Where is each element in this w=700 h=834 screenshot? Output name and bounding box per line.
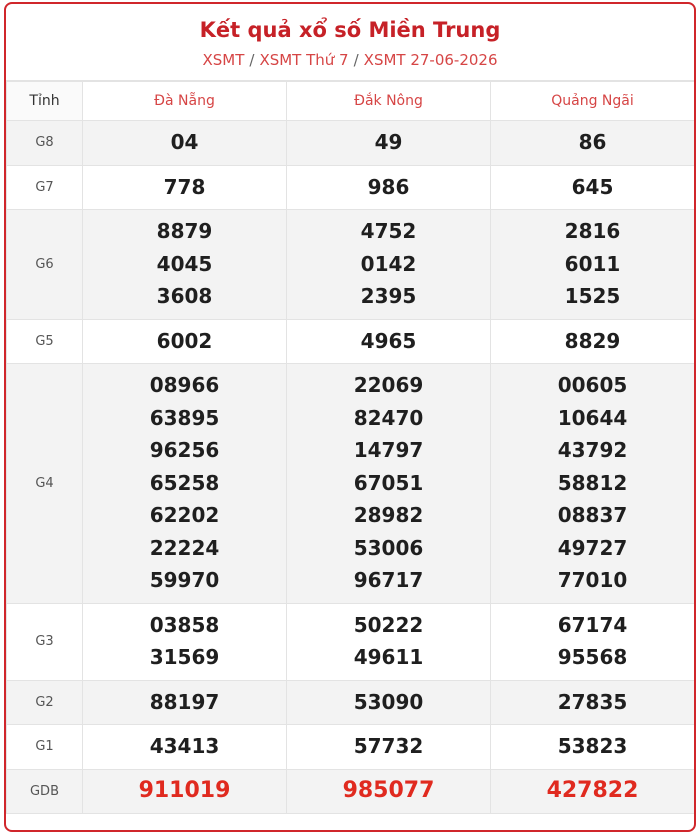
prize-label: G2 xyxy=(7,680,83,725)
result-number: 8829 xyxy=(564,328,621,353)
result-number: 645 xyxy=(571,174,614,199)
result-cell xyxy=(83,364,287,604)
card-header xyxy=(6,4,694,81)
result-number: 53090 xyxy=(353,689,424,714)
result-number: 96256 xyxy=(149,438,220,462)
column-header-tinh: Tỉnh xyxy=(7,82,83,121)
result-number: 57732 xyxy=(353,734,424,758)
table-row xyxy=(7,121,695,166)
result-cell xyxy=(287,680,491,725)
result-number: 49727 xyxy=(557,535,628,560)
result-cell xyxy=(83,769,287,814)
result-number: 43413 xyxy=(149,734,220,758)
page-title: Kết quả xổ số Miền Trung xyxy=(199,18,501,42)
result-cell xyxy=(83,603,287,680)
table-row xyxy=(7,680,695,725)
result-number: 2395 xyxy=(360,284,417,308)
result-cell xyxy=(287,603,491,680)
breadcrumb-xsmt-thu7[interactable]: XSMT Thứ 7 xyxy=(259,51,349,69)
results-card xyxy=(4,2,696,832)
result-number: 03858 xyxy=(149,612,220,637)
result-number: 53006 xyxy=(353,535,424,560)
special-prize-number: 985077 xyxy=(342,777,435,803)
prize-label: G6 xyxy=(7,210,83,320)
result-number: 49 xyxy=(374,130,403,154)
result-cell xyxy=(83,319,287,364)
result-number: 14797 xyxy=(353,438,424,462)
result-cell xyxy=(83,165,287,210)
result-cell xyxy=(83,725,287,770)
result-number: 63895 xyxy=(149,405,220,430)
result-cell xyxy=(287,165,491,210)
result-number: 86 xyxy=(578,130,607,154)
result-number: 4045 xyxy=(156,251,213,276)
results-table xyxy=(6,81,695,814)
result-number: 0142 xyxy=(360,251,417,276)
result-number: 04 xyxy=(170,130,199,154)
prize-label: G5 xyxy=(7,319,83,364)
prize-label: GDB xyxy=(7,769,83,814)
result-number: 3608 xyxy=(156,284,213,308)
result-number: 4752 xyxy=(360,219,417,243)
result-number: 6011 xyxy=(564,251,621,276)
result-number: 67174 xyxy=(557,612,628,637)
province-dak-nong[interactable]: Đắk Nông xyxy=(287,82,491,121)
result-number: 77010 xyxy=(557,568,628,592)
table-row xyxy=(7,603,695,680)
prize-label: G7 xyxy=(7,165,83,210)
result-number: 43792 xyxy=(557,438,628,462)
result-cell xyxy=(491,121,695,166)
result-number: 82470 xyxy=(353,405,424,430)
result-number: 59970 xyxy=(149,568,220,592)
table-row xyxy=(7,319,695,364)
result-cell xyxy=(491,319,695,364)
prize-label: G8 xyxy=(7,121,83,166)
result-cell xyxy=(287,210,491,320)
result-number: 08966 xyxy=(149,373,220,397)
result-cell xyxy=(491,603,695,680)
result-number: 4965 xyxy=(360,328,417,353)
result-number: 8879 xyxy=(156,219,213,243)
prize-label: G1 xyxy=(7,725,83,770)
result-number: 22069 xyxy=(353,373,424,397)
result-cell xyxy=(287,121,491,166)
result-number: 2816 xyxy=(564,219,621,243)
result-number: 50222 xyxy=(353,612,424,637)
result-cell xyxy=(491,680,695,725)
special-prize-number: 427822 xyxy=(546,777,639,803)
result-cell xyxy=(287,319,491,364)
result-number: 27835 xyxy=(557,689,628,714)
result-number: 10644 xyxy=(557,405,628,430)
result-number: 65258 xyxy=(149,470,220,495)
result-number: 08837 xyxy=(557,503,628,527)
result-number: 1525 xyxy=(564,284,621,308)
result-cell xyxy=(491,725,695,770)
breadcrumb-separator: / xyxy=(353,51,359,69)
result-cell xyxy=(83,680,287,725)
province-quang-ngai: Quảng Ngãi xyxy=(491,82,695,121)
table-row xyxy=(7,769,695,814)
prize-label: G3 xyxy=(7,603,83,680)
breadcrumb-xsmt-date[interactable]: XSMT 27-06-2026 xyxy=(363,51,498,69)
result-cell xyxy=(491,769,695,814)
result-cell xyxy=(491,165,695,210)
province-da-nang[interactable]: Đà Nẵng xyxy=(83,82,287,121)
result-number: 28982 xyxy=(353,503,424,527)
result-cell xyxy=(83,210,287,320)
result-number: 53823 xyxy=(557,734,628,758)
result-cell xyxy=(491,364,695,604)
result-number: 22224 xyxy=(149,535,220,560)
result-number: 95568 xyxy=(557,645,628,669)
breadcrumb xyxy=(6,51,694,69)
breadcrumb-separator: / xyxy=(249,51,255,69)
result-number: 58812 xyxy=(557,470,628,495)
table-row xyxy=(7,210,695,320)
result-number: 778 xyxy=(163,174,206,199)
results-body xyxy=(7,121,695,814)
result-number: 96717 xyxy=(353,568,424,592)
result-number: 67051 xyxy=(353,470,424,495)
result-number: 6002 xyxy=(156,328,213,353)
special-prize-number: 911019 xyxy=(138,777,231,803)
result-cell xyxy=(287,364,491,604)
table-row xyxy=(7,165,695,210)
result-cell xyxy=(287,769,491,814)
result-number: 986 xyxy=(367,174,410,199)
result-number: 62202 xyxy=(149,503,220,527)
table-header-row xyxy=(7,82,695,121)
breadcrumb-xsmt[interactable]: XSMT xyxy=(202,51,245,69)
result-cell xyxy=(491,210,695,320)
prize-label: G4 xyxy=(7,364,83,604)
table-row xyxy=(7,364,695,604)
result-cell xyxy=(83,121,287,166)
result-number: 31569 xyxy=(149,645,220,669)
result-number: 00605 xyxy=(557,373,628,397)
table-row xyxy=(7,725,695,770)
result-number: 88197 xyxy=(149,689,220,714)
result-number: 49611 xyxy=(353,645,424,669)
result-cell xyxy=(287,725,491,770)
